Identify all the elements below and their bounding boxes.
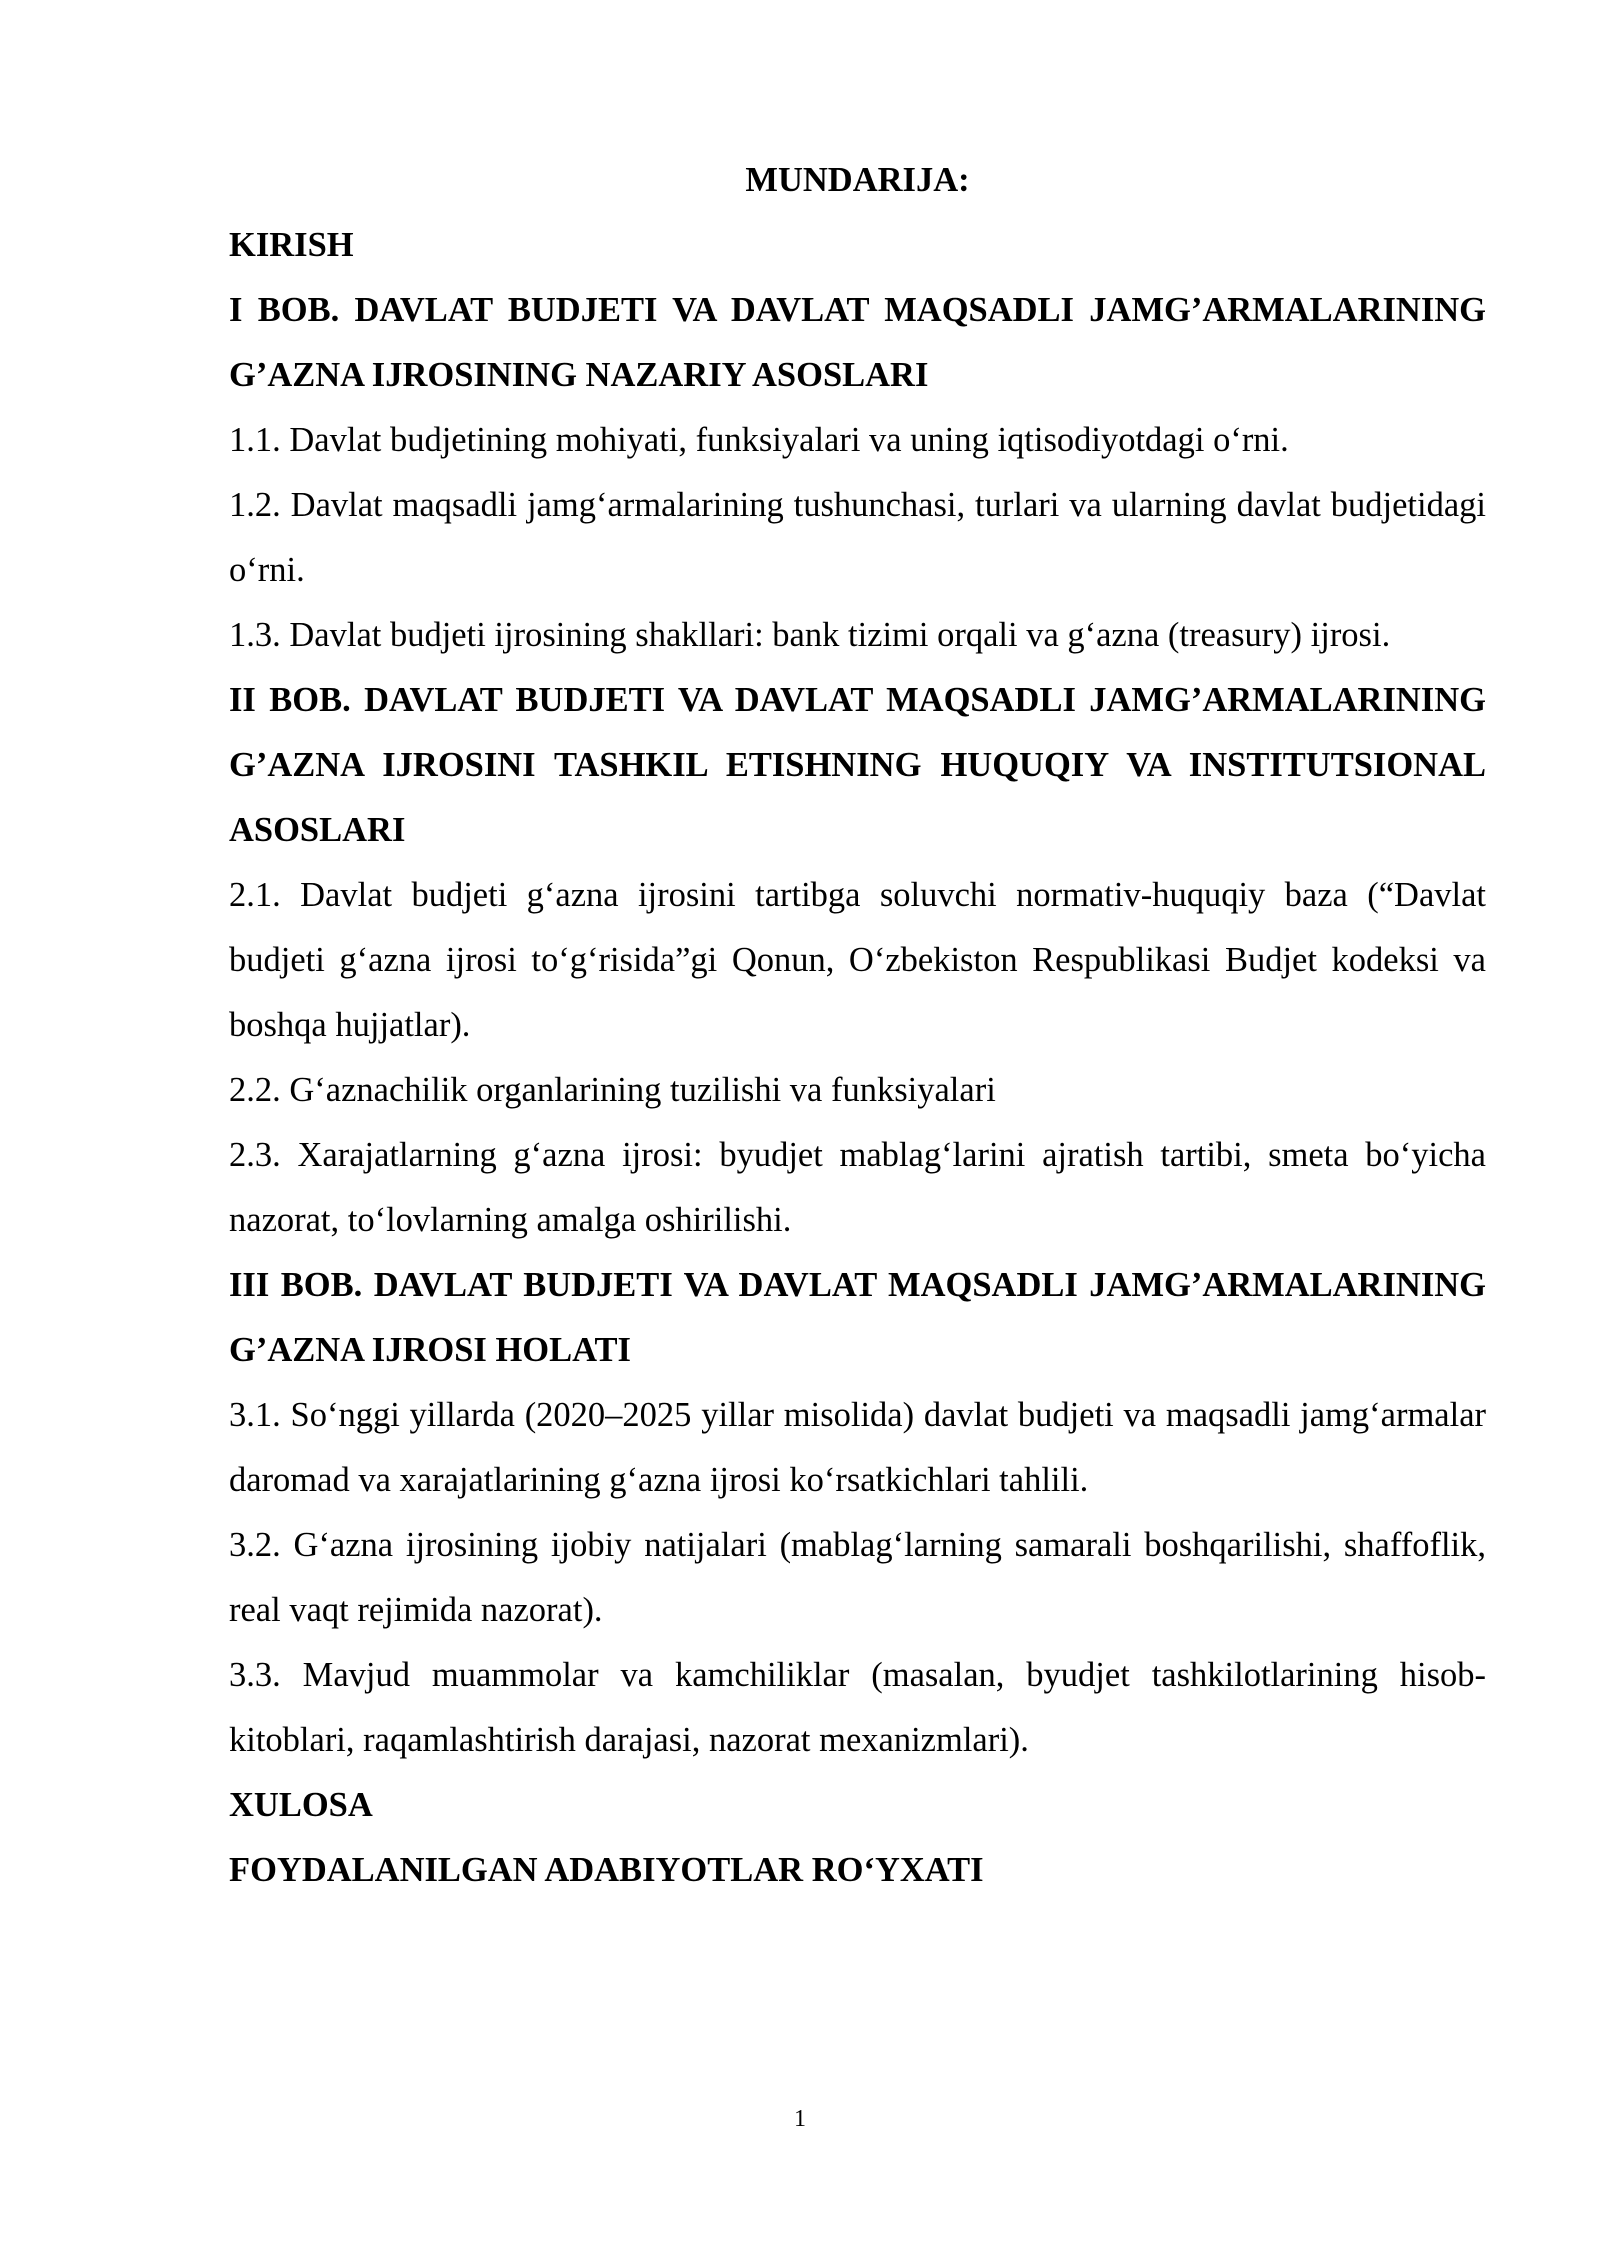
toc-section-3-3: 3.3. Mavjud muammolar va kamchiliklar (masalan, byudjet tashkilotlarining hisob-kitoblari, raqamlashtirish darajasi, nazorat mexanizmlari). — [229, 1656, 1486, 1759]
toc-section-2-2: 2.2. G‘aznachilik organlarining tuzilishi va funksiyalari — [229, 1071, 996, 1109]
toc-section-3-1: 3.1. So‘nggi yillarda (2020–2025 yillar misolida) davlat budjeti va maqsadli jamg‘armalar daromad va xarajatlarining g‘azna ijrosi ko‘rsatkichlari tahlili. — [229, 1396, 1486, 1499]
toc-chapter-3-heading: III BOB. DAVLAT BUDJETI VA DAVLAT MAQSADLI JAMG’ARMALARINING G’AZNA IJROSI HOLATI — [229, 1266, 1486, 1369]
toc-section-2-1: 2.1. Davlat budjeti g‘azna ijrosini tartibga soluvchi normativ-huquqiy baza (“Davlat budjeti g‘azna ijrosi to‘g‘risida”gi Qonun, O‘zbekiston Respublikasi Budjet kodeksi va boshqa hujjatlar). — [229, 876, 1486, 1044]
toc-title: MUNDARIJA: — [745, 161, 970, 199]
toc-section-1-1: 1.1. Davlat budjetining mohiyati, funksiyalari va uning iqtisodiyotdagi o‘rni. — [229, 421, 1289, 459]
toc-entry-references: FOYDALANILGAN ADABIYOTLAR RO‘YXATI — [229, 1851, 984, 1889]
toc-section-3-2: 3.2. G‘azna ijrosining ijobiy natijalari (mablag‘larning samarali boshqarilishi, shaffoflik, real vaqt rejimida nazorat). — [229, 1526, 1486, 1629]
toc-chapter-2-heading: II BOB. DAVLAT BUDJETI VA DAVLAT MAQSADLI JAMG’ARMALARINING G’AZNA IJROSINI TASHKIL ETISHNING HUQUQIY VA INSTITUTSIONAL ASOSLARI — [229, 681, 1486, 849]
toc-section-1-2: 1.2. Davlat maqsadli jamg‘armalarining tushunchasi, turlari va ularning davlat budjetidagi o‘rni. — [229, 486, 1486, 589]
toc-section-1-3: 1.3. Davlat budjeti ijrosining shakllari: bank tizimi orqali va g‘azna (treasury) ijrosi. — [229, 616, 1391, 654]
toc-entry-conclusion: XULOSA — [229, 1786, 373, 1824]
toc-chapter-1-heading: I BOB. DAVLAT BUDJETI VA DAVLAT MAQSADLI JAMG’ARMALARINING G’AZNA IJROSINING NAZARIY ASOSLARI — [229, 291, 1486, 394]
toc-section-2-3: 2.3. Xarajatlarning g‘azna ijrosi: byudjet mablag‘larini ajratish tartibi, smeta bo‘yicha nazorat, to‘lovlarning amalga oshirilishi. — [229, 1136, 1486, 1239]
page-number: 1 — [794, 2106, 806, 2132]
toc-entry-introduction: KIRISH — [229, 226, 354, 264]
table-of-contents — [229, 148, 1486, 1903]
